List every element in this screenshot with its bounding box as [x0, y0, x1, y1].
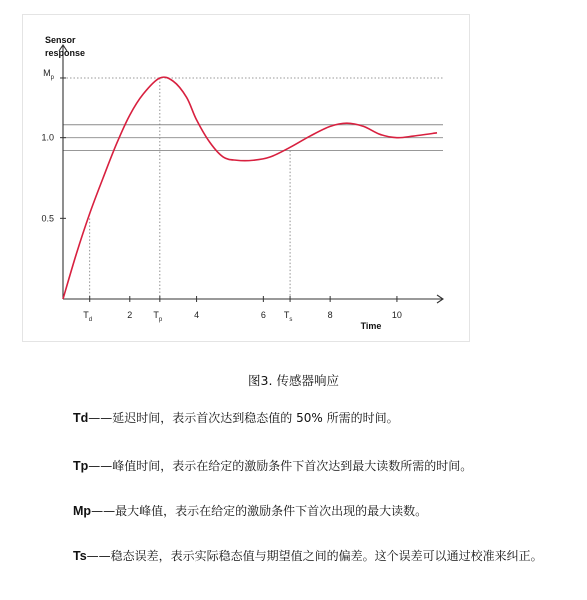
definition-text: ——峰值时间，表示在给定的激励条件下首次达到最大读数所需的时间。 — [88, 459, 473, 473]
x-axis-title: Time — [360, 321, 382, 331]
definition-text: ——延迟时间，表示首次达到稳态值的 50% 所需的时间。 — [88, 411, 399, 425]
definition-term: Ts — [73, 549, 87, 563]
definition-td — [73, 406, 555, 431]
definition-ts — [73, 544, 555, 569]
definition-mp — [73, 499, 555, 524]
x-tick-label: 8 — [327, 310, 333, 320]
marker-label: $M_p$ — [43, 67, 54, 81]
y-tick-label: 1.0 — [41, 132, 54, 143]
definition-tp — [73, 454, 555, 479]
definition-text: ——稳态误差，表示实际稳态值与期望值之间的偏差。这个误差可以通过校准来纠正。 — [86, 549, 543, 563]
x-tick-label: 6 — [260, 310, 266, 320]
y-axis-title: Sensor — [45, 35, 76, 45]
marker-label: $T_p$ — [153, 310, 163, 323]
x-tick-label: 4 — [194, 310, 200, 320]
y-tick-label: 0.5 — [41, 213, 54, 224]
response-curve — [63, 77, 437, 299]
definition-term: Td — [73, 411, 89, 425]
sensor-response-chart — [23, 15, 469, 341]
definition-term: Mp — [73, 504, 92, 518]
x-tick-label: 2 — [127, 310, 133, 320]
figure-caption: 图3. 传感器响应 — [248, 373, 339, 388]
marker-label: $T_d$ — [83, 310, 93, 323]
y-axis-title: response — [45, 48, 86, 58]
definition-term: Tp — [73, 459, 89, 473]
definition-text: ——最大峰值，表示在给定的激励条件下首次出现的最大读数。 — [91, 504, 428, 518]
marker-label: $T_s$ — [283, 310, 293, 323]
figure-panel — [22, 14, 470, 342]
x-tick-label: 10 — [391, 310, 402, 320]
